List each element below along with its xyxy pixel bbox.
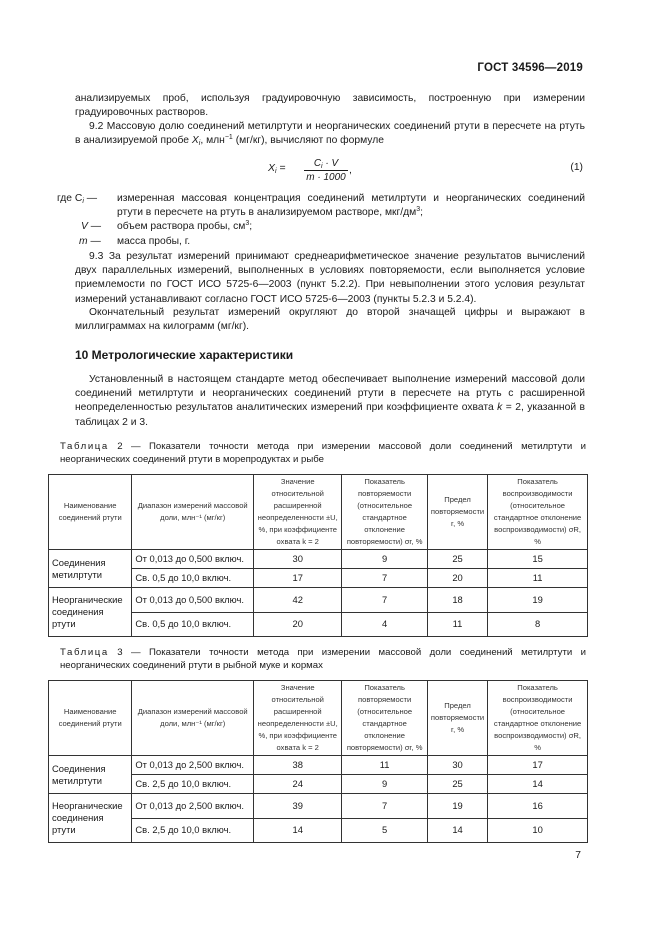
header-reproducibility-index: Показатель воспроизводимости (относительное стандартное отклонение воспроизводимости) σR, % — [488, 475, 588, 550]
table-3-header-row — [49, 681, 588, 756]
paragraph-continuation: анализируемых проб, используя градуировочную зависимость, построенную при измерении градуировочных растворов. — [75, 93, 585, 119]
header-range: Диапазон измерений массовой доли, млн⁻¹ (мг/кг) — [132, 475, 254, 550]
range-cell: Св. 0,5 до 10,0 включ. — [132, 612, 254, 637]
value-cell: 14 — [427, 818, 487, 843]
legend-item-v — [75, 220, 585, 234]
value-cell: 20 — [427, 569, 487, 588]
header-repeatability-limit: Предел повторяемости r, % — [427, 475, 487, 550]
header-compound-name: Наименование соединений ртути — [49, 681, 132, 756]
value-cell: 25 — [427, 775, 487, 794]
header-repeatability-index: Показатель повторяемости (относительное стандартное отклонение повторяемости) σr, % — [342, 681, 428, 756]
formula-denominator: m · 1000 — [306, 172, 346, 183]
table-row — [49, 794, 588, 819]
table-row — [49, 550, 588, 569]
range-cell: От 0,013 до 0,500 включ. — [132, 588, 254, 613]
group-name-cell: Соединения метилртути — [49, 756, 132, 794]
paragraph-final-result: Окончательный результат измерений округляют до второй значащей цифры и выражают в миллиграммах на килограмм (мг/кг). — [75, 307, 585, 333]
range-cell: От 0,013 до 0,500 включ. — [132, 550, 254, 569]
formula-numerator: $C_i \cdot V$ — [304, 158, 348, 171]
table-2 — [48, 474, 588, 637]
legend-text-m: масса пробы, г. — [117, 235, 191, 247]
table-3 — [48, 680, 588, 843]
paragraph-9-2: 9.2 Массовую долю соединений метилртути и неорганических соединений ртути в пересчете на ртуть в анализируемой пробе $X_i$, млн$^{-1}$ (мг/кг), вычисляют по формуле — [75, 121, 585, 148]
value-cell: 9 — [342, 775, 428, 794]
value-cell: 18 — [427, 588, 487, 613]
value-cell: 19 — [488, 588, 588, 613]
formula-comma: , — [349, 164, 352, 176]
section-paragraph: Установленный в настоящем стандарте метод обеспечивает выполнение измерений массовой доли соединений метилртути и неорганических соединений ртути в пересчете на ртуть с расширенной неопределенностью результатов аналитических измерений при коэффициенте охвата k = 2, указанной в таблицах 2 и 3. — [75, 374, 585, 428]
value-cell: 11 — [342, 756, 428, 775]
value-cell: 17 — [254, 569, 342, 588]
range-cell: От 0,013 до 2,500 включ. — [132, 794, 254, 819]
value-cell: 4 — [342, 612, 428, 637]
formula-lhs: $X_i$ = — [268, 162, 286, 175]
legend-label-m: m — — [79, 235, 101, 247]
header-range: Диапазон измерений массовой доли, млн⁻¹ (мг/кг) — [132, 681, 254, 756]
legend-item-ci — [57, 192, 585, 220]
value-cell: 11 — [488, 569, 588, 588]
legend-item-m — [75, 235, 585, 249]
group-name-cell: Неорганические соединения ртути — [49, 588, 132, 637]
value-cell: 14 — [488, 775, 588, 794]
header-reproducibility-index: Показатель воспроизводимости (относительное стандартное отклонение воспроизводимости) σR, % — [488, 681, 588, 756]
legend-text-ci: измеренная массовая концентрация соединений метилртути и неорганических соединений ртути в пересчете на ртуть в анализируемом растворе, мкг/$дм^3$; — [117, 193, 585, 219]
value-cell: 19 — [427, 794, 487, 819]
document-header-id: ГОСТ 34596—2019 — [477, 62, 583, 74]
value-cell: 5 — [342, 818, 428, 843]
value-cell: 17 — [488, 756, 588, 775]
table-2-header-row — [49, 475, 588, 550]
value-cell: 14 — [254, 818, 342, 843]
legend-label-ci: где $C_i$ — — [57, 193, 98, 205]
range-cell: Св. 0,5 до 10,0 включ. — [132, 569, 254, 588]
value-cell: 7 — [342, 569, 428, 588]
legend-text-v: объем раствора пробы, $см^3$; — [117, 220, 253, 233]
value-cell: 8 — [488, 612, 588, 637]
header-uncertainty: Значение относительной расширенной неопределенности ±U, %, при коэффициенте охвата k = 2 — [254, 681, 342, 756]
value-cell: 20 — [254, 612, 342, 637]
header-compound-name: Наименование соединений ртути — [49, 475, 132, 550]
group-name-cell: Неорганические соединения ртути — [49, 794, 132, 843]
value-cell: 42 — [254, 588, 342, 613]
value-cell: 30 — [427, 756, 487, 775]
legend-label-v: V — — [81, 221, 102, 233]
value-cell: 25 — [427, 550, 487, 569]
formula-fraction — [304, 158, 348, 183]
value-cell: 38 — [254, 756, 342, 775]
group-name-cell: Соединения метилртути — [49, 550, 132, 588]
value-cell: 7 — [342, 794, 428, 819]
table-row — [49, 756, 588, 775]
header-repeatability-limit: Предел повторяемости r, % — [427, 681, 487, 756]
formula-legend — [57, 192, 585, 249]
value-cell: 10 — [488, 818, 588, 843]
value-cell: 24 — [254, 775, 342, 794]
value-cell: 15 — [488, 550, 588, 569]
header-uncertainty: Значение относительной расширенной неопределенности ±U, %, при коэффициенте охвата k = 2 — [254, 475, 342, 550]
header-repeatability-index: Показатель повторяемости (относительное стандартное отклонение повторяемости) σr, % — [342, 475, 428, 550]
value-cell: 7 — [342, 588, 428, 613]
section-title: 10 Метрологические характеристики — [75, 348, 294, 362]
formula-number: (1) — [570, 162, 583, 173]
value-cell: 30 — [254, 550, 342, 569]
page-number: 7 — [575, 850, 581, 861]
value-cell: 16 — [488, 794, 588, 819]
paragraph-9-3: 9.3 За результат измерений принимают среднеарифметическое значение результатов вычислений двух параллельных измерений, выполненных в условиях повторяемости, если выполняется условие приемлемости по ГОСТ ИСО 5725-6—2003 (пункт 5.2.2). При невыполнении этого условия результат измерений устанавливают согласно ГОСТ ИСО 5725-6—2003 (пункты 5.2.3 и 5.2.4). — [75, 251, 585, 305]
range-cell: От 0,013 до 2,500 включ. — [132, 756, 254, 775]
table-2-caption: Таблица 2 — Показатели точности метода при измерении массовой доли соединений метилртути и неорганических соединений ртути в морепродуктах и рыбе — [60, 441, 586, 465]
value-cell: 9 — [342, 550, 428, 569]
range-cell: Св. 2,5 до 10,0 включ. — [132, 775, 254, 794]
value-cell: 39 — [254, 794, 342, 819]
table-row — [49, 588, 588, 613]
table-3-caption: Таблица 3 — Показатели точности метода при измерении массовой доли соединений метилртути и неорганических соединений ртути в рыбной муке и кормах — [60, 647, 586, 671]
value-cell: 11 — [427, 612, 487, 637]
range-cell: Св. 2,5 до 10,0 включ. — [132, 818, 254, 843]
